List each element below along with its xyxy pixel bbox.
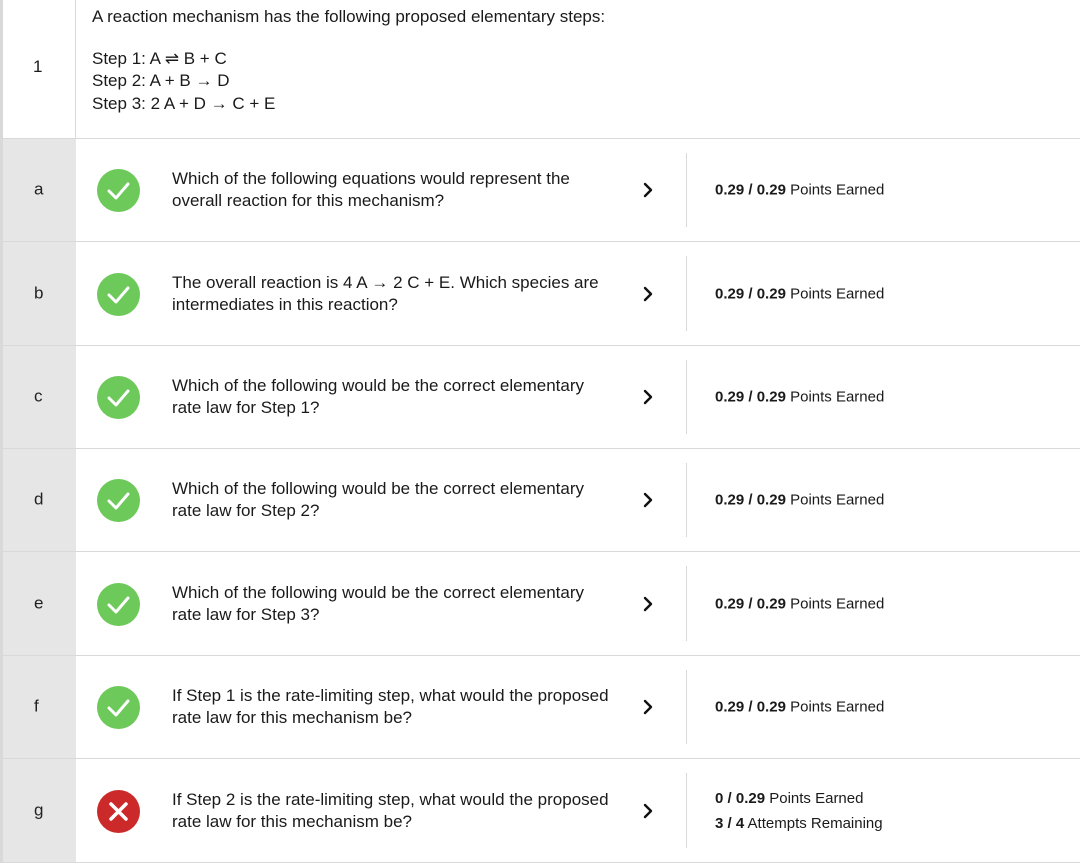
part-row-d[interactable]: [0, 449, 1080, 552]
part-row-g[interactable]: [0, 759, 1080, 863]
points-earned: 0.29 / 0.29 Points Earned: [715, 698, 885, 716]
part-letter: c: [34, 386, 43, 406]
part-letter: g: [34, 800, 44, 820]
divider: [686, 463, 687, 537]
part-letter-cell: [0, 242, 76, 345]
part-letter: f: [34, 696, 39, 716]
score-summary: [715, 281, 884, 306]
chevron-right-icon[interactable]: [640, 182, 656, 198]
points-earned: 0.29 / 0.29 Points Earned: [715, 285, 885, 302]
question-number-cell: [0, 0, 76, 138]
question-intro: [0, 0, 1080, 139]
part-letter-cell: [0, 759, 76, 862]
score-summary: [715, 786, 883, 836]
part-letter: b: [34, 283, 44, 303]
part-question[interactable]: Which of the following equations would represent the overall reaction for this mechanism?: [172, 169, 570, 210]
question-stem: [92, 6, 605, 115]
points-earned: 0.29 / 0.29 Points Earned: [715, 388, 885, 406]
part-letter-cell: [0, 346, 76, 448]
divider: [686, 360, 687, 434]
score-summary: [715, 178, 884, 203]
chevron-right-icon[interactable]: [640, 286, 656, 302]
part-question[interactable]: Which of the following would be the correct elementary rate law for Step 1?: [172, 376, 584, 417]
mechanism-step-2: Step 2: A + B → D: [92, 71, 230, 90]
part-letter: e: [34, 593, 44, 613]
score-summary: [715, 385, 884, 410]
part-letter-cell: [0, 139, 76, 241]
correct-status-icon: [97, 273, 140, 316]
points-earned: 0 / 0.29 Points Earned: [715, 789, 864, 807]
score-summary: [715, 695, 884, 720]
part-letter: d: [34, 489, 44, 509]
divider: [686, 566, 687, 641]
chevron-right-icon[interactable]: [640, 699, 656, 715]
question-number: 1: [33, 57, 43, 76]
part-letter-cell: [0, 552, 76, 655]
part-question[interactable]: The overall reaction is 4 A → 2 C + E. Which species are intermediates in this reaction?: [172, 272, 599, 314]
mechanism-step-3: Step 3: 2 A + D → C + E: [92, 93, 276, 113]
part-question[interactable]: If Step 2 is the rate-limiting step, what would the proposed rate law for this mechanism be?: [172, 789, 609, 831]
correct-status-icon: [97, 376, 140, 419]
chevron-right-icon[interactable]: [640, 596, 656, 612]
points-earned: 0.29 / 0.29 Points Earned: [715, 491, 885, 509]
correct-status-icon: [97, 169, 140, 212]
mechanism-step-1: Step 1: A ⇌ B + C: [92, 48, 227, 68]
divider: [686, 153, 687, 227]
part-row-a[interactable]: [0, 139, 1080, 242]
points-earned: 0.29 / 0.29 Points Earned: [715, 595, 885, 612]
divider: [686, 773, 687, 848]
score-summary: [715, 591, 884, 616]
part-row-c[interactable]: [0, 346, 1080, 449]
points-earned: 0.29 / 0.29 Points Earned: [715, 181, 885, 199]
part-question[interactable]: Which of the following would be the correct elementary rate law for Step 2?: [172, 479, 584, 520]
part-letter: a: [34, 179, 44, 199]
correct-status-icon: [97, 686, 140, 729]
part-letter-cell: [0, 449, 76, 551]
part-question[interactable]: Which of the following would be the correct elementary rate law for Step 3?: [172, 582, 584, 624]
divider: [686, 670, 687, 744]
correct-status-icon: [97, 479, 140, 522]
part-question[interactable]: If Step 1 is the rate-limiting step, what would the proposed rate law for this mechanism be?: [172, 686, 609, 727]
divider: [686, 256, 687, 331]
question-prompt: A reaction mechanism has the following proposed elementary steps:: [92, 7, 606, 26]
part-row-b[interactable]: [0, 242, 1080, 346]
attempts-remaining: 3 / 4 Attempts Remaining: [715, 814, 883, 832]
part-letter-cell: [0, 656, 76, 758]
part-row-f[interactable]: [0, 656, 1080, 759]
chevron-right-icon[interactable]: [640, 389, 656, 405]
chevron-right-icon[interactable]: [640, 803, 656, 819]
incorrect-status-icon: [97, 790, 140, 833]
part-row-e[interactable]: [0, 552, 1080, 656]
correct-status-icon: [97, 583, 140, 626]
chevron-right-icon[interactable]: [640, 492, 656, 508]
score-summary: [715, 488, 884, 513]
